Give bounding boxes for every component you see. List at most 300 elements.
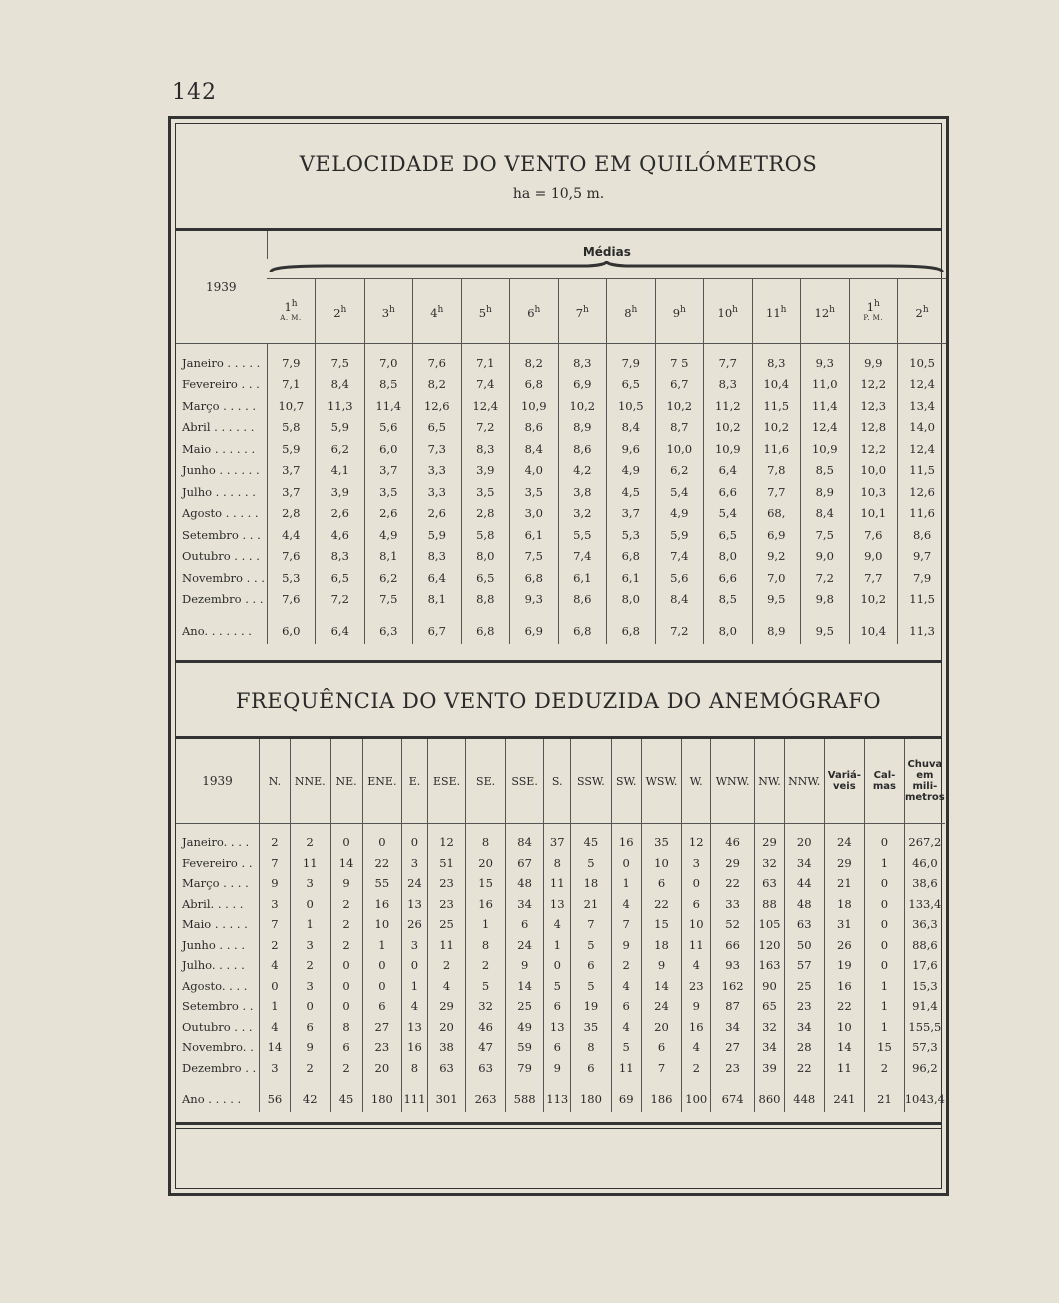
frequency-value: 45 xyxy=(571,832,612,853)
speed-value: 10,0 xyxy=(849,460,898,482)
speed-value: 6,5 xyxy=(607,374,656,396)
frequency-value: 11 xyxy=(824,1058,865,1079)
speed-value: 6,9 xyxy=(752,524,801,546)
hour-header xyxy=(655,279,704,344)
speed-value: 8,3 xyxy=(704,374,753,396)
frequency-value: 2 xyxy=(290,955,330,976)
direction-header: E. xyxy=(402,739,428,824)
direction-header: ENE. xyxy=(362,739,402,824)
gap-cell xyxy=(607,610,656,618)
frequency-value: 15,3 xyxy=(904,976,945,997)
frequency-value: 36,3 xyxy=(904,914,945,935)
month-label: Abril . . . . . . xyxy=(182,420,255,435)
gap-cell xyxy=(801,610,850,618)
hour-number: 4 xyxy=(430,305,438,320)
frequency-value: 35 xyxy=(571,1017,612,1038)
frequency-value: 16 xyxy=(682,1017,711,1038)
month-label: Agosto. . . . xyxy=(182,978,248,993)
frequency-value: 4 xyxy=(611,894,641,915)
frequency-value: 22 xyxy=(641,894,682,915)
frequency-value: 16 xyxy=(362,894,402,915)
hour-header xyxy=(898,279,947,344)
frequency-value: 52 xyxy=(711,914,755,935)
month-label: Novembro . . . xyxy=(182,570,265,585)
speed-value: 3,5 xyxy=(461,481,510,503)
speed-value: 7,0 xyxy=(364,352,413,374)
frequency-value: 48 xyxy=(784,894,824,915)
table1-row xyxy=(176,503,946,525)
frequency-value: 55 xyxy=(362,873,402,894)
speed-value: 3,0 xyxy=(510,503,559,525)
frequency-value: 163 xyxy=(755,955,785,976)
frequency-value: 7 xyxy=(259,853,290,874)
frequency-value: 1 xyxy=(865,1017,905,1038)
gap-cell xyxy=(904,824,945,833)
frequency-value: 0 xyxy=(611,853,641,874)
frequency-value: 59 xyxy=(505,1037,544,1058)
frequency-value: 3 xyxy=(682,853,711,874)
hour-header xyxy=(364,279,413,344)
table2-title: FREQUÊNCIA DO VENTO DEDUZIDA DO ANEMÓGRAFO xyxy=(235,689,882,713)
speed-value: 4,2 xyxy=(558,460,607,482)
year-total-value: 588 xyxy=(505,1086,544,1112)
table1-row xyxy=(176,352,946,374)
gap-cell xyxy=(704,344,753,353)
speed-value: 10,9 xyxy=(510,395,559,417)
gap-cell xyxy=(558,610,607,618)
frequency-value: 32 xyxy=(755,853,785,874)
frequency-value: 4 xyxy=(544,914,571,935)
frequency-value: 1 xyxy=(362,935,402,956)
frequency-value: 6 xyxy=(641,1037,682,1058)
frequency-value: 16 xyxy=(466,894,506,915)
speed-value: 6,6 xyxy=(704,567,753,589)
speed-value: 5,3 xyxy=(607,524,656,546)
frequency-value: 7 xyxy=(611,914,641,935)
speed-value: 7,4 xyxy=(558,546,607,568)
speed-value: 3,9 xyxy=(316,481,365,503)
gap-cell xyxy=(611,1078,641,1086)
gap-cell xyxy=(711,1078,755,1086)
gap-cell xyxy=(413,344,462,353)
speed-value: 6,2 xyxy=(364,567,413,589)
table1-row xyxy=(176,589,946,611)
speed-value: 7,2 xyxy=(801,567,850,589)
speed-value: 6,0 xyxy=(364,438,413,460)
frequency-value: 3 xyxy=(259,894,290,915)
frequency-value: 44 xyxy=(784,873,824,894)
frequency-value: 19 xyxy=(824,955,865,976)
frequency-value: 1 xyxy=(865,996,905,1017)
frequency-value: 29 xyxy=(824,853,865,874)
frequency-value: 18 xyxy=(571,873,612,894)
speed-value: 5,6 xyxy=(655,567,704,589)
speed-value: 6,5 xyxy=(461,567,510,589)
frequency-value: 1 xyxy=(402,976,428,997)
speed-value: 4,1 xyxy=(316,460,365,482)
month-label: Março . . . . . xyxy=(182,398,257,413)
frequency-value: 34 xyxy=(784,853,824,874)
year-total-value: 263 xyxy=(466,1086,506,1112)
chuva-header: Chuva em mili- metros xyxy=(904,739,945,824)
frequency-value: 105 xyxy=(755,914,785,935)
frequency-value: 4 xyxy=(611,1017,641,1038)
table1-title: VELOCIDADE DO VENTO EM QUILÓMETROS xyxy=(299,152,818,176)
frequency-value: 4 xyxy=(427,976,466,997)
frequency-value: 4 xyxy=(682,1037,711,1058)
frequency-value: 20 xyxy=(362,1058,402,1079)
speed-value: 8,8 xyxy=(461,589,510,611)
speed-value: 9,3 xyxy=(801,352,850,374)
speed-value: 10,5 xyxy=(898,352,947,374)
frequency-value: 57,3 xyxy=(904,1037,945,1058)
direction-header: NNE. xyxy=(290,739,330,824)
hour-number: 2 xyxy=(915,305,923,320)
speed-value: 9,0 xyxy=(801,546,850,568)
frequency-value: 3 xyxy=(290,873,330,894)
frequency-value: 50 xyxy=(784,935,824,956)
gap-cell xyxy=(461,610,510,618)
gap-cell xyxy=(427,1078,466,1086)
speed-value: 5,3 xyxy=(267,567,316,589)
month-label: Janeiro . . . . . xyxy=(182,355,261,370)
frequency-value: 2 xyxy=(290,832,330,853)
table2-gap-row xyxy=(176,1078,945,1086)
frequency-value: 14 xyxy=(641,976,682,997)
gap-cell xyxy=(558,344,607,353)
speed-value: 4,6 xyxy=(316,524,365,546)
speed-value: 7,9 xyxy=(607,352,656,374)
speed-value: 3,8 xyxy=(558,481,607,503)
table2-row xyxy=(176,873,945,894)
speed-value: 10,5 xyxy=(607,395,656,417)
year-total-value: 6,8 xyxy=(461,618,510,644)
speed-value: 7 5 xyxy=(655,352,704,374)
frequency-value: 34 xyxy=(711,1017,755,1038)
speed-value: 12,6 xyxy=(413,395,462,417)
frequency-value: 34 xyxy=(784,1017,824,1038)
frequency-value: 8 xyxy=(466,935,506,956)
table2-header-row xyxy=(176,739,945,824)
frequency-value: 57 xyxy=(784,955,824,976)
table2-row xyxy=(176,935,945,956)
speed-value: 10,4 xyxy=(752,374,801,396)
year-total-value: 11,3 xyxy=(898,618,947,644)
speed-value: 12,4 xyxy=(898,374,947,396)
speed-value: 9,7 xyxy=(898,546,947,568)
frequency-value: 32 xyxy=(755,1017,785,1038)
frequency-value: 6 xyxy=(544,996,571,1017)
wind-speed-table xyxy=(176,231,946,644)
speed-value: 7,4 xyxy=(655,546,704,568)
frequency-value: 14 xyxy=(505,976,544,997)
speed-value: 5,9 xyxy=(655,524,704,546)
frequency-value: 23 xyxy=(427,873,466,894)
frequency-value: 67 xyxy=(505,853,544,874)
frequency-value: 0 xyxy=(330,976,362,997)
gap-cell xyxy=(364,610,413,618)
speed-value: 12,4 xyxy=(801,417,850,439)
speed-value: 8,6 xyxy=(898,524,947,546)
frequency-value: 17,6 xyxy=(904,955,945,976)
frequency-value: 9 xyxy=(290,1037,330,1058)
hour-suffix: h xyxy=(583,304,589,315)
speed-value: 6,8 xyxy=(607,546,656,568)
table2-row xyxy=(176,1058,945,1079)
gap-cell xyxy=(655,610,704,618)
speed-value: 7,6 xyxy=(267,589,316,611)
speed-value: 6,1 xyxy=(510,524,559,546)
frequency-value: 11 xyxy=(290,853,330,874)
month-label: Fevereiro . . . xyxy=(182,377,260,392)
gap-cell xyxy=(402,824,428,833)
hour-suffix: h xyxy=(631,304,638,315)
speed-value: 10,2 xyxy=(655,395,704,417)
speed-value: 10,1 xyxy=(849,503,898,525)
speed-value: 4,5 xyxy=(607,481,656,503)
hour-number: 1 xyxy=(284,299,292,314)
speed-value: 8,6 xyxy=(510,417,559,439)
month-label: Junho . . . . . . xyxy=(182,463,260,478)
frequency-value: 48 xyxy=(505,873,544,894)
speed-value: 3,3 xyxy=(413,460,462,482)
frequency-value: 16 xyxy=(611,832,641,853)
year-total-value: 69 xyxy=(611,1086,641,1112)
speed-value: 8,6 xyxy=(558,589,607,611)
speed-value: 6,6 xyxy=(704,481,753,503)
speed-value: 2,6 xyxy=(316,503,365,525)
gap-cell xyxy=(362,1078,402,1086)
speed-value: 8,9 xyxy=(801,481,850,503)
frequency-value: 35 xyxy=(641,832,682,853)
frequency-value: 0 xyxy=(682,873,711,894)
frequency-value: 6 xyxy=(571,1058,612,1079)
table2-bottom-rule xyxy=(176,1122,941,1125)
frequency-value: 23 xyxy=(784,996,824,1017)
table1-subtitle: ha = 10,5 m. xyxy=(512,186,605,202)
hour-number: 1 xyxy=(866,299,875,314)
frequency-value: 22 xyxy=(824,996,865,1017)
hour-header xyxy=(413,279,462,344)
table1-year: 1939 xyxy=(176,231,267,344)
direction-header: N. xyxy=(259,739,290,824)
speed-value: 10,7 xyxy=(267,395,316,417)
frequency-value: 18 xyxy=(824,894,865,915)
gap-cell xyxy=(784,824,824,833)
year-total-value: 6,9 xyxy=(510,618,559,644)
gap-cell xyxy=(316,344,365,353)
speed-value: 11,2 xyxy=(704,395,753,417)
hour-suffix: h xyxy=(829,304,835,315)
speed-value: 5,9 xyxy=(413,524,462,546)
direction-header: NNW. xyxy=(784,739,824,824)
speed-value: 7,1 xyxy=(461,352,510,374)
frequency-value: 6 xyxy=(505,914,544,935)
frequency-value: 14 xyxy=(259,1037,290,1058)
frequency-value: 0 xyxy=(865,955,905,976)
table2-row xyxy=(176,1037,945,1058)
hour-number: 6 xyxy=(527,305,535,320)
speed-value: 8,2 xyxy=(413,374,462,396)
speed-value: 8,4 xyxy=(655,589,704,611)
frequency-value: 9 xyxy=(682,996,711,1017)
frequency-value: 0 xyxy=(865,832,905,853)
speed-value: 3,7 xyxy=(364,460,413,482)
gap-cell xyxy=(784,1078,824,1086)
hour-period: A. M. xyxy=(280,314,302,323)
speed-value: 6,1 xyxy=(607,567,656,589)
frequency-value: 20 xyxy=(466,853,506,874)
direction-header: SSE. xyxy=(505,739,544,824)
month-label: Outubro . . . . xyxy=(182,549,260,564)
frequency-value: 1 xyxy=(544,935,571,956)
frequency-value: 10 xyxy=(824,1017,865,1038)
frequency-value: 63 xyxy=(427,1058,466,1079)
speed-value: 5,9 xyxy=(316,417,365,439)
speed-value: 11,0 xyxy=(801,374,850,396)
frequency-value: 49 xyxy=(505,1017,544,1038)
gap-cell xyxy=(824,824,865,833)
month-label: Julho . . . . . . xyxy=(182,484,256,499)
gap-cell xyxy=(898,610,947,618)
frequency-value: 6 xyxy=(330,1037,362,1058)
speed-value: 7,5 xyxy=(801,524,850,546)
table1-row xyxy=(176,460,946,482)
year-total-value: 860 xyxy=(755,1086,785,1112)
table1-total-row xyxy=(176,618,946,644)
table1-row xyxy=(176,524,946,546)
speed-value: 8,1 xyxy=(364,546,413,568)
speed-value: 9,5 xyxy=(752,589,801,611)
speed-value: 8,0 xyxy=(607,589,656,611)
year-total-value: 6,8 xyxy=(607,618,656,644)
frequency-value: 90 xyxy=(755,976,785,997)
gap-cell xyxy=(544,824,571,833)
frequency-value: 9 xyxy=(505,955,544,976)
frequency-value: 14 xyxy=(824,1037,865,1058)
direction-header: W. xyxy=(682,739,711,824)
frequency-value: 8 xyxy=(544,853,571,874)
speed-value: 7,7 xyxy=(704,352,753,374)
speed-value: 8,4 xyxy=(801,503,850,525)
speed-value: 8,5 xyxy=(704,589,753,611)
gap-cell xyxy=(461,344,510,353)
gap-cell xyxy=(711,824,755,833)
speed-value: 11,5 xyxy=(898,589,947,611)
hour-suffix: h xyxy=(732,304,738,315)
year-total-value: 100 xyxy=(682,1086,711,1112)
gap-cell xyxy=(316,610,365,618)
speed-value: 9,3 xyxy=(510,589,559,611)
frequency-value: 22 xyxy=(784,1058,824,1079)
speed-value: 12,3 xyxy=(849,395,898,417)
gap-cell xyxy=(571,1078,612,1086)
year-total-label: Ano. . . . . . . xyxy=(182,624,252,638)
hour-suffix: h xyxy=(291,298,298,309)
speed-value: 7,3 xyxy=(413,438,462,460)
hour-suffix: h xyxy=(340,304,347,315)
frequency-value: 6 xyxy=(362,996,402,1017)
hour-suffix: h xyxy=(780,304,787,315)
frequency-value: 2 xyxy=(330,914,362,935)
gap-cell xyxy=(607,344,656,353)
hour-number: 7 xyxy=(575,305,584,320)
frequency-value: 162 xyxy=(711,976,755,997)
hour-header xyxy=(849,279,898,344)
year-total-value: 180 xyxy=(362,1086,402,1112)
speed-value: 8,9 xyxy=(558,417,607,439)
speed-value: 11,5 xyxy=(752,395,801,417)
speed-value: 8,4 xyxy=(510,438,559,460)
frequency-value: 10 xyxy=(362,914,402,935)
speed-value: 7,6 xyxy=(413,352,462,374)
frequency-value: 46 xyxy=(466,1017,506,1038)
frequency-value: 9 xyxy=(330,873,362,894)
frequency-value: 7 xyxy=(259,914,290,935)
frequency-value: 20 xyxy=(784,832,824,853)
frequency-value: 0 xyxy=(865,894,905,915)
speed-value: 11,6 xyxy=(898,503,947,525)
frequency-value: 6 xyxy=(571,955,612,976)
frequency-value: 22 xyxy=(362,853,402,874)
speed-value: 10,3 xyxy=(849,481,898,503)
gap-cell xyxy=(290,1078,330,1086)
month-label: Dezembro . . xyxy=(182,1060,257,1075)
frequency-value: 5 xyxy=(611,1037,641,1058)
speed-value: 9,6 xyxy=(607,438,656,460)
gap-cell xyxy=(849,344,898,353)
frequency-value: 7 xyxy=(571,914,612,935)
frequency-value: 9 xyxy=(259,873,290,894)
month-label: Dezembro . . . xyxy=(182,592,264,607)
speed-value: 8,0 xyxy=(461,546,510,568)
frequency-value: 11 xyxy=(544,873,571,894)
gap-cell xyxy=(865,1078,905,1086)
frequency-value: 96,2 xyxy=(904,1058,945,1079)
table1-hours-row xyxy=(176,279,946,344)
speed-value: 3,5 xyxy=(364,481,413,503)
hour-number: 8 xyxy=(624,305,632,320)
gap-cell xyxy=(413,610,462,618)
frequency-value: 10 xyxy=(641,853,682,874)
hour-number: 5 xyxy=(478,305,487,320)
frequency-value: 9 xyxy=(641,955,682,976)
direction-header: ESE. xyxy=(427,739,466,824)
speed-value: 7,7 xyxy=(849,567,898,589)
month-label: Maio . . . . . . xyxy=(182,441,256,456)
speed-value: 8,5 xyxy=(364,374,413,396)
frequency-value: 2 xyxy=(330,894,362,915)
speed-value: 7,6 xyxy=(267,546,316,568)
table2-row xyxy=(176,853,945,874)
frequency-value: 23 xyxy=(362,1037,402,1058)
gap-cell xyxy=(801,344,850,353)
frequency-value: 15 xyxy=(865,1037,905,1058)
speed-value: 4,9 xyxy=(607,460,656,482)
speed-value: 5,9 xyxy=(267,438,316,460)
frequency-value: 2 xyxy=(611,955,641,976)
frequency-value: 38 xyxy=(427,1037,466,1058)
table1-row xyxy=(176,374,946,396)
frequency-value: 34 xyxy=(505,894,544,915)
speed-value: 6,7 xyxy=(655,374,704,396)
gap-cell xyxy=(330,1078,362,1086)
gap-cell xyxy=(466,1078,506,1086)
speed-value: 6,2 xyxy=(655,460,704,482)
frequency-value: 23 xyxy=(682,976,711,997)
frequency-value: 27 xyxy=(711,1037,755,1058)
gap-cell xyxy=(544,1078,571,1086)
